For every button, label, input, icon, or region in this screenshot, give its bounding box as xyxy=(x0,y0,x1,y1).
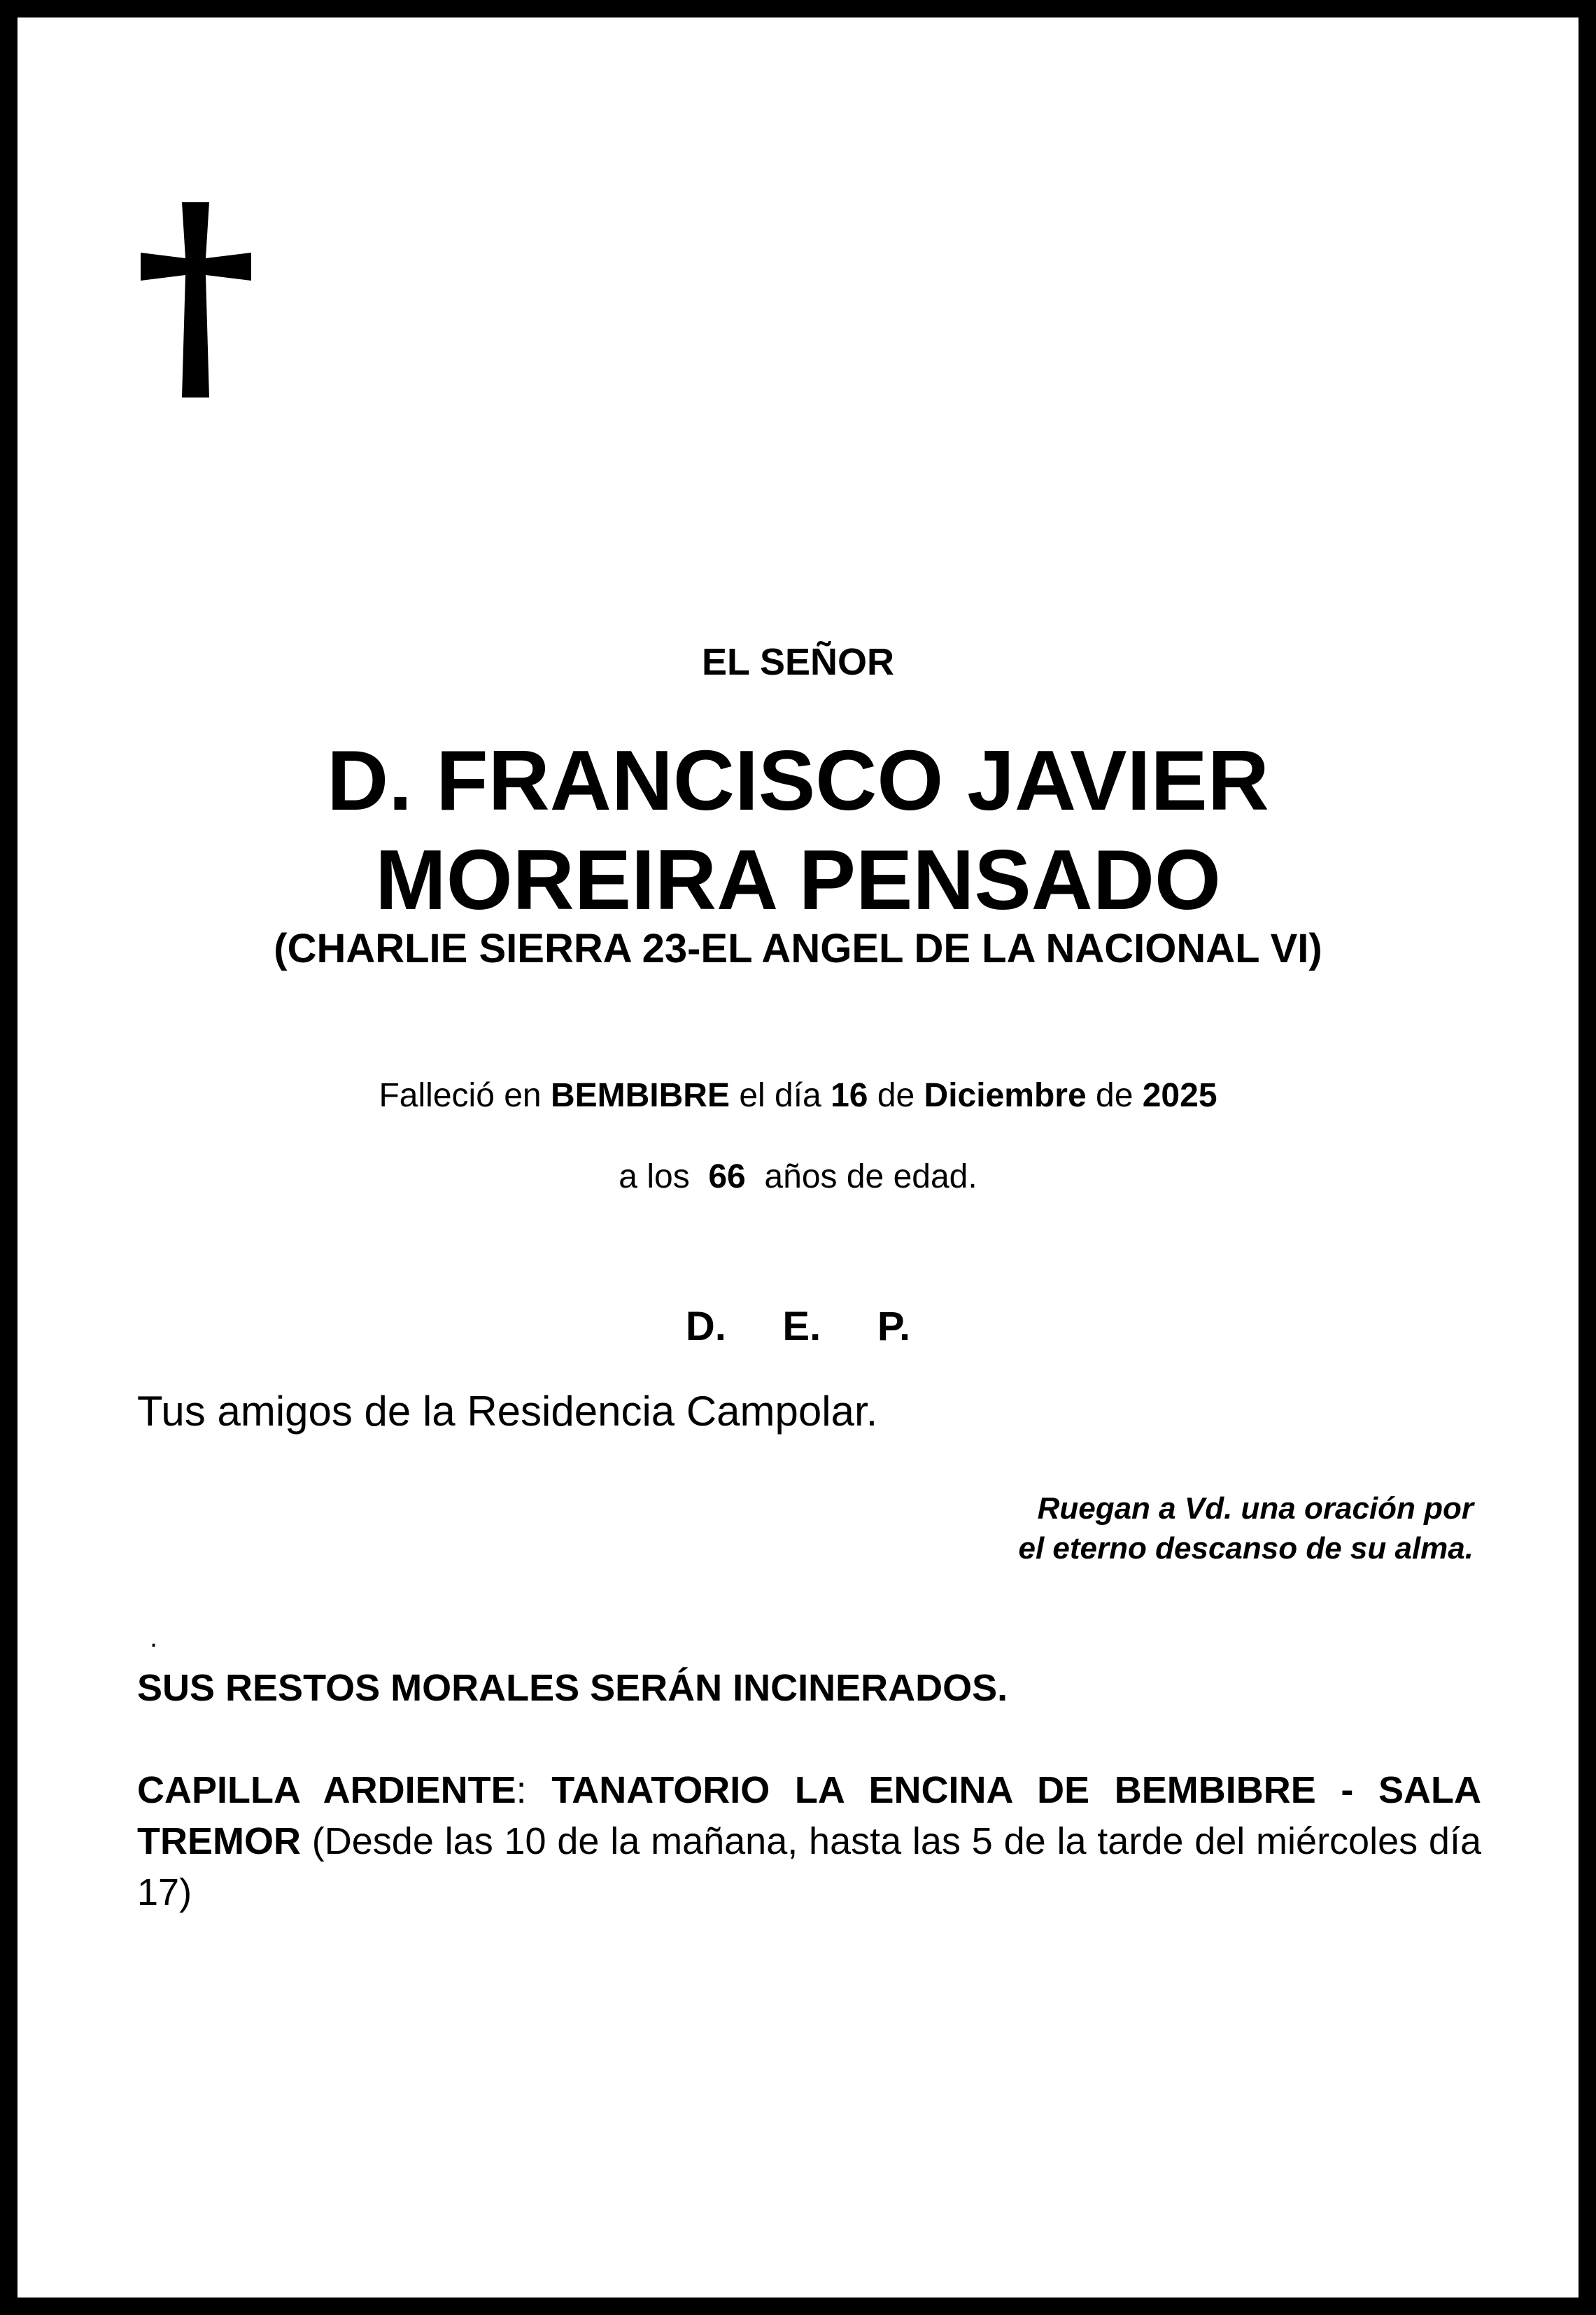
age-line xyxy=(0,1158,1596,1196)
chapel-hours: (Desde las 10 de la mañana, hasta las 5 de la tarde del miércoles día 17) xyxy=(137,1820,1481,1913)
age-suffix: años de edad. xyxy=(764,1158,977,1195)
chapel-colon: : xyxy=(516,1769,527,1811)
death-line xyxy=(0,1076,1596,1115)
heading: EL SEÑOR xyxy=(701,641,895,683)
friends-message: Tus amigos de la Residencia Campolar. xyxy=(137,1388,878,1435)
death-day-label: el día xyxy=(739,1077,821,1114)
dep xyxy=(0,1303,1596,1350)
death-month: Diciembre xyxy=(924,1077,1087,1114)
death-place: BEMBIBRE xyxy=(550,1077,730,1114)
death-de: de xyxy=(1096,1077,1134,1114)
age-value: 66 xyxy=(708,1158,746,1195)
death-prefix: Falleció en xyxy=(379,1077,542,1114)
dep-letter: P. xyxy=(877,1304,911,1349)
age-prefix: a los xyxy=(619,1158,690,1195)
cross-icon xyxy=(141,202,253,398)
death-day: 16 xyxy=(831,1077,868,1114)
remains-notice: SUS RESTOS MORALES SERÁN INCINERADOS. xyxy=(137,1667,1008,1709)
chapel-place: TANATORIO LA ENCINA DE BEMBIBRE - SALA TREMOR xyxy=(137,1769,1481,1862)
chapel-label: CAPILLA ARDIENTE xyxy=(137,1769,516,1811)
dot: . xyxy=(150,1622,158,1653)
prayer-line: Ruegan a Vd. una oración por xyxy=(1037,1491,1474,1526)
name-line-1: D. FRANCISCO JAVIER xyxy=(327,733,1269,828)
death-de: de xyxy=(877,1077,915,1114)
death-year: 2025 xyxy=(1142,1077,1217,1114)
prayer-request xyxy=(1019,1489,1474,1568)
prayer-line: el eterno descanso de su alma. xyxy=(1018,1531,1474,1565)
dep-letter: E. xyxy=(782,1304,821,1349)
nickname: (CHARLIE SIERRA 23-EL ANGEL DE LA NACIONAL VI) xyxy=(274,926,1322,971)
dep-letter: D. xyxy=(685,1304,726,1349)
chapel-info xyxy=(137,1765,1481,1918)
name-line-2: MOREIRA PENSADO xyxy=(375,832,1221,927)
